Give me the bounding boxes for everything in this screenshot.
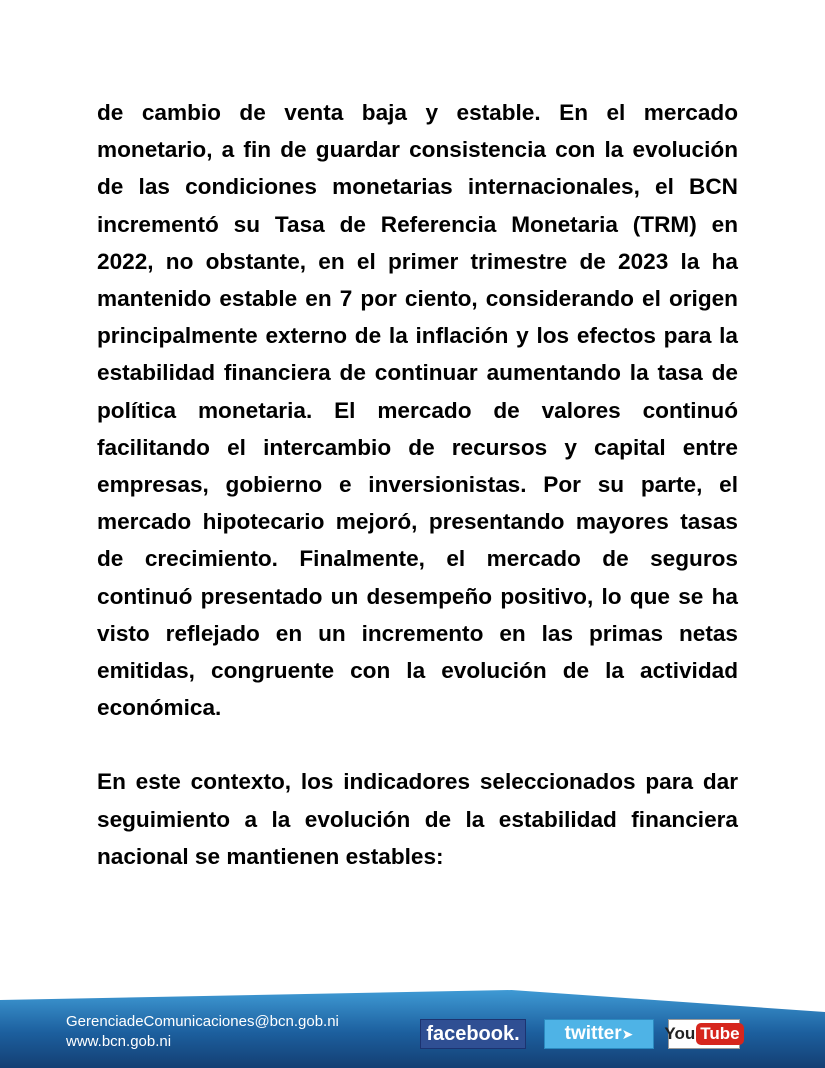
twitter-label: twitter (564, 1023, 622, 1044)
footer-website-link[interactable]: www.bcn.gob.ni (66, 1033, 172, 1050)
body-paragraph-2: En este contexto, los indicadores seleccionados para dar seguimiento a la evolución de la estabilidad financiera nacional se mantienen estables: (97, 769, 738, 869)
body-paragraph-1: de cambio de venta baja y estable. En el mercado monetario, a fin de guardar consistencia con la evolución de las condiciones monetarias internacionales, el BCN incrementó su Tasa de Referencia Monetaria (TRM) en 2022, no obstante, en el primer trimestre de 2023 la ha mantenido estable en 7 por ciento, considerando el origen principalmente externo de la inflación y los efectos para la estabilidad financiera de continuar aumentando la tasa de política monetaria. El mercado de valores continuó facilitando el intercambio de recursos y capital entre empresas, gobierno e inversionistas. Por su parte, el mercado hipotecario mejoró, presentando mayores tasas de crecimiento. Finalmente, el mercado de seguros continuó presentado un desempeño positivo, lo que se ha visto reflejado en un incremento en las primas netas emitidas, congruente con la evolución de la actividad económica. (97, 100, 738, 721)
footer-email-link[interactable]: GerenciadeComunicaciones@bcn.gob.ni (66, 1013, 339, 1030)
document-body (97, 94, 738, 875)
page-footer (0, 990, 825, 1068)
bird-icon: ➤ (621, 1026, 634, 1042)
facebook-label: facebook. (426, 1023, 520, 1045)
twitter-icon[interactable] (544, 1019, 654, 1049)
youtube-icon[interactable] (664, 1019, 740, 1049)
facebook-icon[interactable] (420, 1019, 526, 1049)
youtube-label-you: You (664, 1024, 696, 1043)
youtube-label-tube: Tube (696, 1023, 743, 1045)
footer-contact (66, 1012, 339, 1052)
